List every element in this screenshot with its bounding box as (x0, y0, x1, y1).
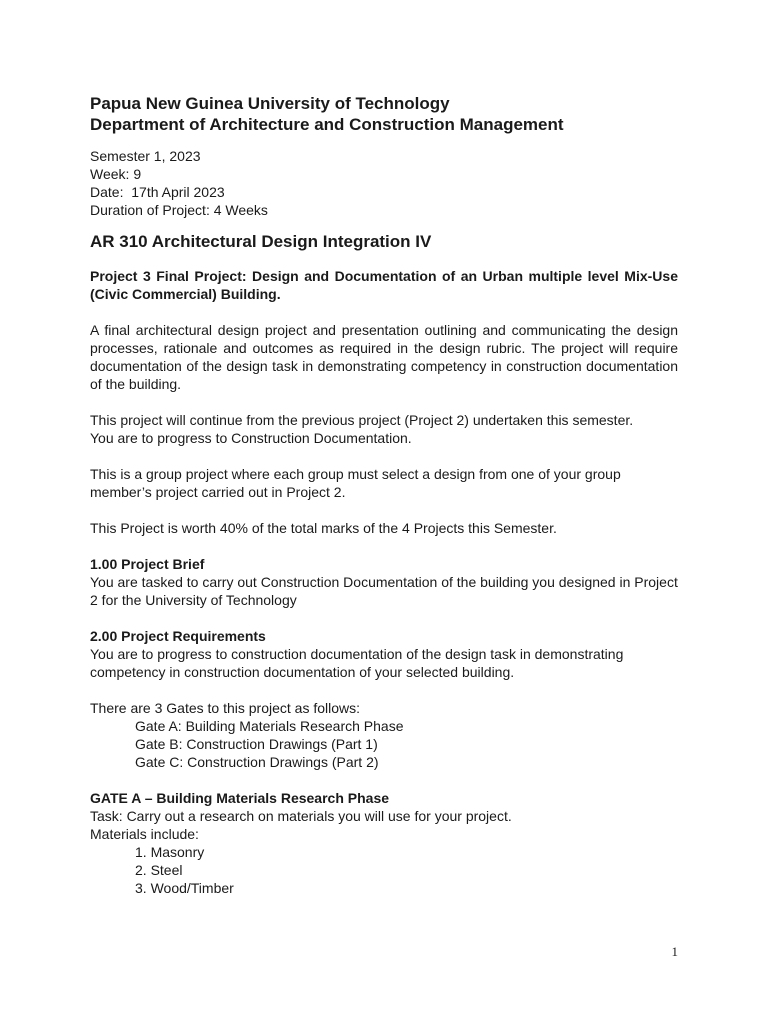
project-title: Project 3 Final Project: Design and Documentation of an Urban multiple level Mix-Use (Civic Commercial) Building. (90, 268, 678, 302)
intro-paragraph-2 (90, 411, 678, 447)
project-requirements-section (90, 627, 678, 681)
week-line: Week: 9 (90, 166, 142, 182)
project-brief-section (90, 555, 678, 609)
page-number: 1 (671, 944, 678, 959)
intro-paragraph-2-line-2: You are to progress to Construction Documentation. (90, 430, 412, 446)
gate-a-heading: GATE A – Building Materials Research Phase (90, 790, 390, 806)
project-brief-heading: 1.00 Project Brief (90, 556, 205, 572)
semester-line: Semester 1, 2023 (90, 148, 201, 164)
intro-paragraph-4: This Project is worth 40% of the total marks of the 4 Projects this Semester. (90, 520, 557, 536)
project-requirements-text: You are to progress to construction documentation of the design task in demonstrating competency in construction documentation of your selected building. (90, 646, 624, 680)
gates-section (90, 699, 678, 771)
intro-paragraph-1: A final architectural design project and presentation outlining and communicating the design processes, rationale and outcomes as required in the design rubric. The project will require documentation of the design task in demonstrating competency in construction documentation of the building. (90, 322, 678, 392)
project-requirements-heading: 2.00 Project Requirements (90, 628, 266, 644)
project-brief-text: You are tasked to carry out Construction Documentation of the building you designed in Project 2 for the University of Technology (90, 574, 678, 608)
gate-list-item: Gate B: Construction Drawings (Part 1) (135, 736, 378, 752)
date-line: Date: 17th April 2023 (90, 184, 225, 200)
document-page (90, 93, 678, 897)
gate-a-section (90, 789, 678, 897)
intro-paragraph-2-line-1: This project will continue from the previous project (Project 2) undertaken this semester. (90, 412, 634, 428)
materials-intro: Materials include: (90, 826, 199, 842)
material-list-item: 2. Steel (135, 862, 183, 878)
department-name: Department of Architecture and Construction Management (90, 115, 564, 134)
material-list-item: 1. Masonry (135, 844, 205, 860)
university-name: Papua New Guinea University of Technology (90, 94, 450, 113)
intro-paragraph-3: This is a group project where each group must select a design from one of your group member’s project carried out in Project 2. (90, 466, 621, 500)
gate-list-item: Gate C: Construction Drawings (Part 2) (135, 754, 379, 770)
material-list-item: 3. Wood/Timber (135, 880, 234, 896)
gate-list-item: Gate A: Building Materials Research Phase (135, 718, 404, 734)
project-meta (90, 147, 678, 219)
gates-intro: There are 3 Gates to this project as follows: (90, 700, 361, 716)
duration-line: Duration of Project: 4 Weeks (90, 202, 268, 218)
course-title: AR 310 Architectural Design Integration IV (90, 232, 432, 251)
gate-a-task: Task: Carry out a research on materials you will use for your project. (90, 808, 512, 824)
